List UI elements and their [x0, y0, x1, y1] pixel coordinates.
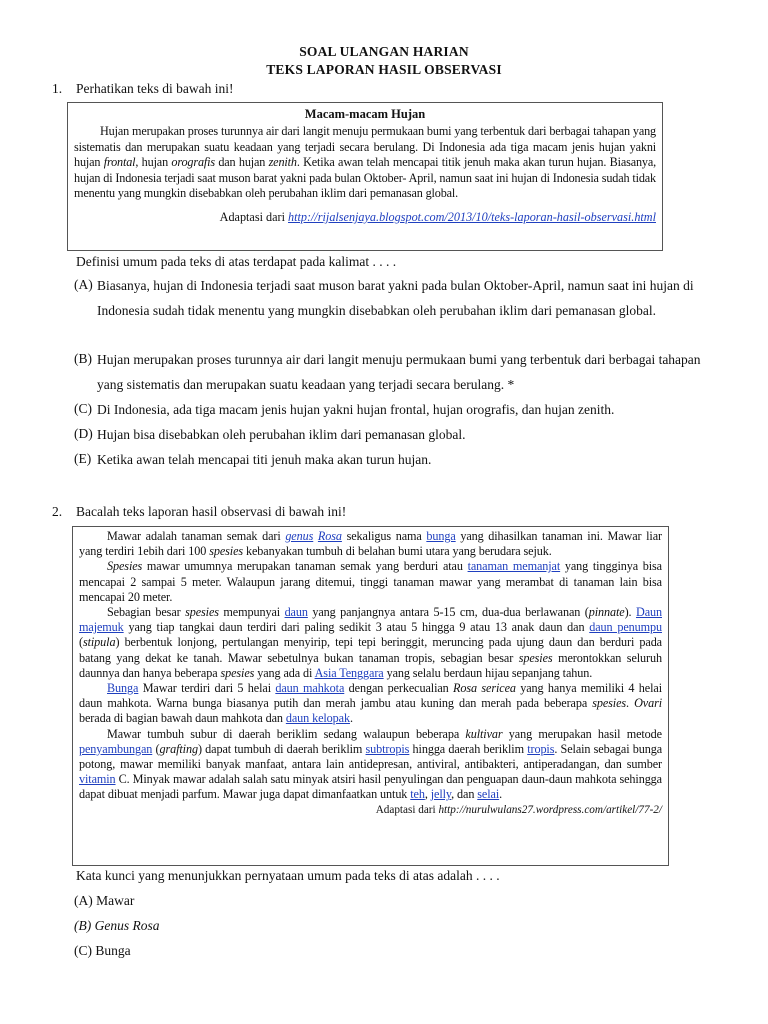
link-tanaman-memanjat[interactable]: tanaman memanjat — [467, 559, 561, 574]
document-subtitle: TEKS LAPORAN HASIL OBSERVASI — [266, 62, 502, 77]
link-daun[interactable]: daun — [284, 605, 308, 620]
source-link[interactable]: http://rijalsenjaya.blogspot.com/2013/10/teks-laporan-hasil-observasi.html — [288, 209, 656, 224]
source-link[interactable]: http://nurulwulans27.wordpress.com/artikel/77-2/ — [438, 803, 662, 816]
passage-paragraph-1: Mawar adalah tanaman semak dari genus Rosa sekaligus nama bunga yang dihasilkan tanaman ini. Mawar liar yang terdiri 1ebih dari 100 spesies kebanyakan tumbuh di belahan bumi utara yang berudara sejuk. — [79, 529, 662, 559]
link-bunga[interactable]: bunga — [426, 529, 456, 543]
document-title: SOAL ULANGAN HARIAN — [299, 44, 469, 59]
link-tropis[interactable]: tropis — [527, 741, 555, 756]
question-2-prompt: Kata kunci yang menunjukkan pernyataan umum pada teks di atas adalah . . . . — [76, 868, 500, 883]
link-penyambungan[interactable]: penyambungan — [79, 741, 153, 756]
passage-text: Hujan merupakan proses turunnya air dari langit menuju permukaan bumi yang terbentuk dari berbagai tahapan yang sistematis dan merupakan suatu keadaan yang terjadi secara berulang. Di Indonesia ada tiga macam jenis hujan yakni hujan frontal, hujan orografis dan hujan zenith. Ketika awan telah mencapai titik jenuh maka akan turun hujan. Biasanya, hujan di Indonesia terjadi saat muson barat yakni pada bulan Oktober- April, namun saat ini hujan di Indonesia sudah tidak menentu yang mungkin disebabkan oleh perubahan iklim dari pemanasan global. — [74, 124, 656, 201]
link-jelly[interactable]: jelly — [430, 787, 452, 802]
question-number: 1. — [52, 81, 63, 96]
question-instruction: Perhatikan teks di bawah ini! — [76, 81, 234, 96]
passage-title: Macam-macam Hujan — [304, 107, 426, 121]
option-2c: (C) Bunga — [74, 943, 131, 958]
link-bunga-2[interactable]: Bunga — [107, 681, 139, 696]
link-rosa[interactable]: Rosa — [317, 529, 342, 543]
passage-source: Adaptasi dari http://rijalsenjaya.blogspot.com/2013/10/teks-laporan-hasil-observasi.html — [219, 209, 656, 224]
option-2a: (A) Mawar — [74, 893, 135, 908]
link-daun-penumpu[interactable]: daun penumpu — [589, 620, 662, 635]
link-daun-kelopak[interactable]: daun kelopak — [285, 711, 350, 726]
passage-paragraph-5: Mawar tumbuh subur di daerah beriklim sedang walaupun beberapa kultivar yang merupakan hasil metode penyambungan (grafting) dapat tumbuh di daerah beriklim subtropis hingga daerah beriklim tropis. Selain sebagai bunga potong, mawar memiliki banyak manfaat, antara lain antidepresan, antiviral, antibakteri, antiperadangan, dan sumber vitamin C. Minyak mawar adalah salah satu minyak atsiri hasil penyulingan dan penguapan daun-daun mahkota sehingga dapat dibuat menjadi parfum. Mawar juga dapat dimanfaatkan untuk teh, jelly, dan selai. — [79, 726, 663, 802]
link-daun-mahkota[interactable]: daun mahkota — [275, 681, 345, 696]
link-genus[interactable]: genus — [285, 529, 314, 543]
passage-paragraph-4: Bunga Mawar terdiri dari 5 helai daun mahkota dengan perkecualian Rosa sericea yang hanya memiliki 4 helai daun mahkota. Warna bunga biasanya putih dan merah jambu atau kuning dan merah pada beberapa spesies. Ovari berada di bagian bawah daun mahkota dan daun kelopak. — [79, 681, 662, 726]
link-selai[interactable]: selai — [477, 787, 500, 802]
option-2b: (B) Genus Rosa — [74, 918, 160, 933]
link-daun-majemuk[interactable]: Daun majemuk — [79, 605, 662, 635]
passage-box-mawar — [72, 526, 669, 866]
question-number: 2. — [52, 504, 63, 519]
question-instruction: Bacalah teks laporan hasil observasi di bawah ini! — [76, 504, 347, 519]
passage-paragraph-3: Sebagian besar spesies mempunyai daun yang panjangnya antara 5-15 cm, dua-dua berlawanan (pinnate). Daun majemuk yang tiap tangkai daun terdiri dari paling sedikit 3 atau 5 hingga 9 atau 13 anak daun dan daun penumpu (stipula) berbentuk lonjong, pertulangan menyirip, tepi tepi beringgit, meruncing pada ujung daun dan berduri pada batang yang dekat ke tanah. Mawar sebetulnya bukan tanaman tropis, sebagian besar spesies merontokkan seluruh daunnya dan hanya beberapa spesies yang ada di Asia Tenggara yang selalu berdaun hijau sepanjang tahun. — [79, 605, 662, 680]
passage-paragraph-2: Spesies mawar umumnya merupakan tanaman semak yang berduri atau tanaman memanjat yang tingginya bisa mencapai 2 sampai 5 meter. Walaupun jarang ditemui, tinggi tanaman mawar yang merambat di tanaman lain bisa mencapai 20 meter. — [79, 559, 662, 604]
link-vitamin[interactable]: vitamin — [79, 772, 116, 787]
question-1-prompt: Definisi umum pada teks di atas terdapat pada kalimat . . . . — [76, 254, 397, 269]
link-teh[interactable]: teh — [410, 787, 425, 802]
link-asia-tenggara[interactable]: Asia Tenggara — [314, 665, 384, 680]
passage-box-hujan — [67, 102, 663, 251]
document-page: SOAL ULANGAN HARIAN TEKS LAPORAN HASIL OBSERVASI 1. Perhatikan teks di bawah ini! Macam-macam Hujan Hujan merupakan proses turunnya air dari langit menuju permukaan bumi yang terbentuk dari berbagai tahapan yang sistematis dan merupakan suatu keadaan yang terjadi secara berulang. Di Indonesia ada tiga macam jenis hujan yakni hujan frontal, hujan orografis dan hujan zenith. Ketika awan telah mencapai titik jenuh maka akan turun hujan. Biasanya, hujan di Indonesia terjadi saat muson barat yakni pada bulan Oktober- April, namun saat ini hujan di Indonesia sudah tidak menentu yang mungkin disebabkan oleh perubahan iklim dari pemanasan global. Adaptasi dari http://rijalsenjaya.blogspot.com/2013/10/teks-laporan-hasil-observasi.html Definisi umum pada teks di atas terdapat pada kalimat . . . . (A) Biasanya, hujan di Indonesia terjadi saat muson barat yakni pada bulan Oktober-April, namun saat ini hujan di Indonesia sudah tidak menentu yang mungkin disebabkan oleh perubahan iklim dari pemanasan global. (B) Hujan merupakan proses turunnya air dari langit menuju permukaan bumi yang terbentuk dari berbagai tahapan yang sistematis dan merupakan suatu keadaan yang terjadi secara berulang. * (C) Di Indonesia, ada tiga macam jenis hujan yakni hujan frontal, hujan orografis, dan hujan zenith. (D) Hujan bisa disebabkan oleh perubahan iklim dari pemanasan global. (E) Ketika awan telah mencapai titi jenuh maka akan turun hujan. 2. Bacalah teks laporan hasil observasi di bawah ini! Mawar adalah tanaman semak dari genus Rosa sekaligus nama bunga yang dihasilkan tanaman ini. Mawar liar yang terdiri 1ebih dari 100 spesies kebanyakan tumbuh di belahan bumi utara yang berudara sejuk. Spesies mawar umumnya merupakan tanaman semak yang berduri atau tanaman memanjat yang tingginya bisa mencapai 2 sampai 5 meter. Walaupun jarang ditemui, tinggi tanaman mawar yang merambat di tanaman lain bisa mencapai 20 meter. Sebagian besar spesies mempunyai daun yang panjangnya antara 5-15 cm, dua-dua berlawanan (pinnate). Daun majemuk yang tiap tangkai daun terdiri dari paling sedikit 3 atau 5 hingga 9 atau 13 anak daun dan daun penumpu (stipula) berbentuk lonjong, pertulangan menyirip, tepi tepi beringgit, meruncing pada ujung daun dan berduri pada batang yang dekat ke tanah. Mawar sebetulnya bukan tanaman tropis, sebagian besar spesies merontokkan seluruh daunnya dan hanya beberapa spesies yang ada di Asia Tenggara yang selalu berdaun hijau sepanjang tahun. Bunga Mawar terdiri dari 5 helai daun mahkota dengan perkecualian Rosa sericea yang hanya memiliki 4 helai daun mahkota. Warna bunga biasanya putih dan merah jambu atau kuning dan merah pada beberapa spesies. Ovari berada di bagian bawah daun mahkota dan daun kelopak. Mawar tumbuh subur di daerah beriklim sedang walaupun beberapa kultivar yang merupakan hasil metode penyambungan (grafting) dapat tumbuh di daerah beriklim subtropis hingga daerah beriklim tropis. Selain sebagai bunga potong, mawar memiliki banyak manfaat, antara lain antidepresan, antiviral, antibakteri, antiperadangan, dan sumber vitamin C. Minyak mawar adalah salah satu minyak atsiri hasil penyulingan dan penguapan daun-daun mahkota sehingga dapat dibuat menjadi parfum. Mawar juga dapat dimanfaatkan untuk teh, jelly, dan selai. Adaptasi dari http://nurulwulans27.wordpress.com/artikel/77-2/ Kata kunci yang menunjukkan pernyataan umum pada teks di atas adalah . . . . (A) Mawar (B) Genus Rosa (C) Bunga — [0, 0, 768, 1024]
passage-source: Adaptasi dari http://nurulwulans27.wordpress.com/artikel/77-2/ — [375, 803, 662, 816]
link-subtropis[interactable]: subtropis — [365, 741, 410, 756]
